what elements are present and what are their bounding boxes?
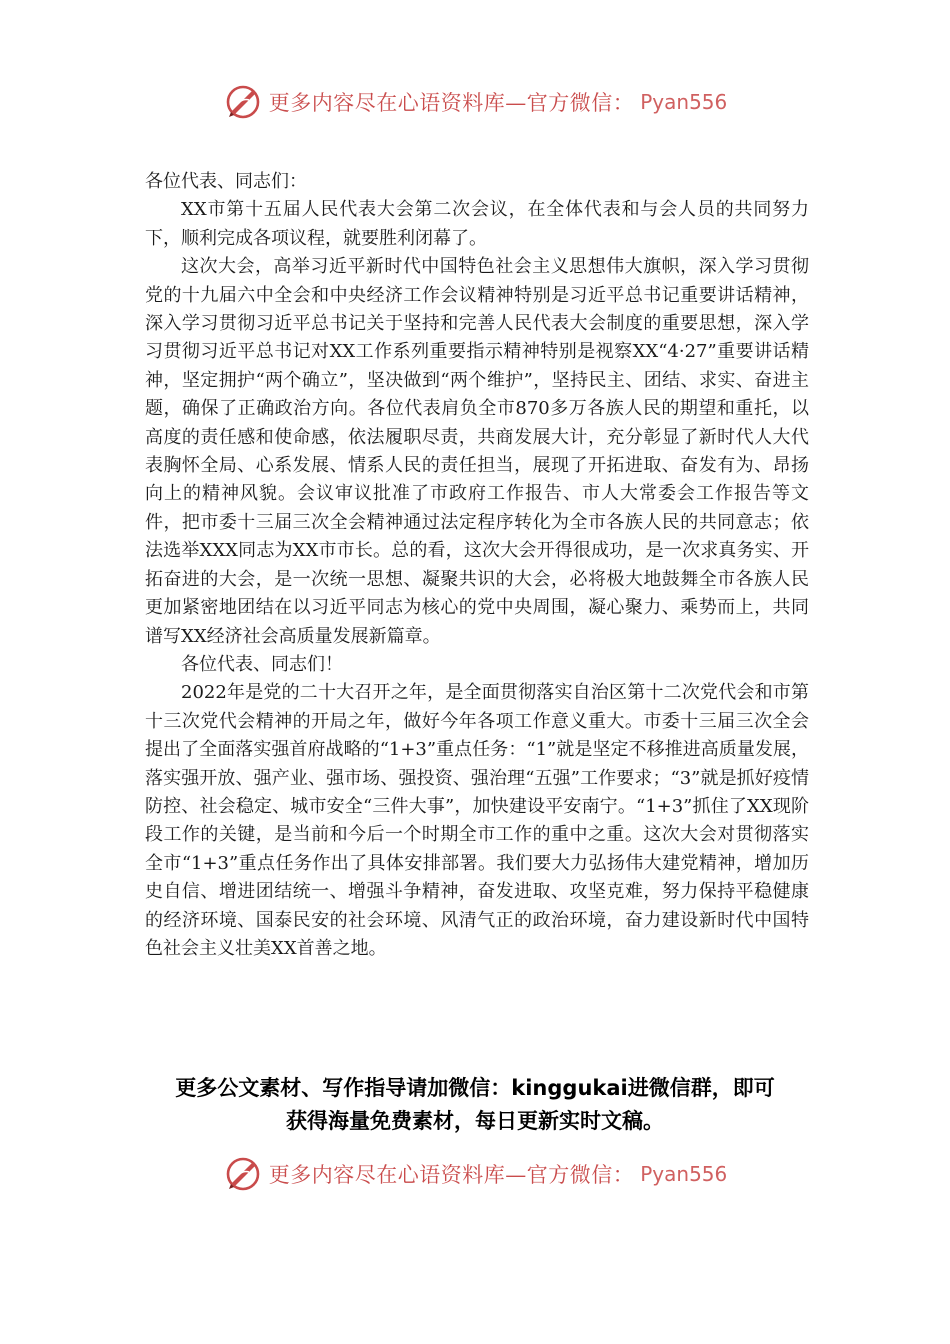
- header-banner: [0, 80, 950, 124]
- header-banner-handle: Pyan556: [640, 90, 728, 114]
- document-body: [145, 168, 809, 963]
- footer-banner-handle: Pyan556: [640, 1162, 728, 1186]
- greeting: 各位代表、同志们：: [145, 171, 307, 192]
- footer-promo-note: [120, 1072, 830, 1138]
- pen-logo-icon: [223, 1154, 263, 1194]
- paragraph-1: XX市第十五届人民代表大会第二次会议，在全体代表和与会人员的共同努力下，顺利完成各项议程，就要胜利闭幕了。: [145, 199, 809, 249]
- paragraph-2: 这次大会，高举习近平新时代中国特色社会主义思想伟大旗帜，深入学习贯彻党的十九届六中全会和中央经济工作会议精神特别是习近平总书记重要讲话精神，深入学习贯彻习近平总书记关于坚持和完善人民代表大会制度的重要思想，深入学习贯彻习近平总书记对XX工作系列重要指示精神特别是视察XX“4·27”重要讲话精神，坚定拥护“两个确立”，坚决做到“两个维护”，坚持民主、团结、求实、奋进主题，确保了正确政治方向。各位代表肩负全市870多万各族人民的期望和重托，以高度的责任感和使命感，依法履职尽责，共商发展大计，充分彰显了新时代人大代表胸怀全局、心系发展、情系人民的责任担当，展现了开拓进取、奋发有为、昂扬向上的精神风貌。会议审议批准了市政府工作报告、市人大常委会工作报告等文件，把市委十三届三次全会精神通过法定程序转化为全市各族人民的共同意志；依法选举XXX同志为XX市市长。总的看，这次大会开得很成功，是一次求真务实、开拓奋进的大会，是一次统一思想、凝聚共识的大会，必将极大地鼓舞全市各族人民更加紧密地团结在以习近平同志为核心的党中央周围，凝心聚力、乘势而上，共同谱写XX经济社会高质量发展新篇章。: [145, 256, 809, 647]
- footer-banner-text: 更多内容尽在心语资料库—官方微信：: [268, 1163, 635, 1187]
- paragraph-3: 各位代表、同志们！: [181, 653, 343, 675]
- paragraph-4: 2022年是党的二十大召开之年，是全面贯彻落实自治区第十二次党代会和市第十三次党代会精神的开局之年，做好今年各项工作意义重大。市委十三届三次全会提出了全面落实强首府战略的“1+3”重点任务：“1”就是坚定不移推进高质量发展，落实强开放、强产业、强市场、强投资、强治理“五强”工作要求；“3”就是抓好疫情防控、社会稳定、城市安全“三件大事”，加快建设平安南宁。“1+3”抓住了XX现阶段工作的关键，是当前和今后一个时期全市工作的重中之重。这次大会对贯彻落实全市“1+3”重点任务作出了具体安排部署。我们要大力弘扬伟大建党精神，增加历史自信、增进团结统一、增强斗争精神，奋发进取、攻坚克难，努力保持平稳健康的经济环境、国泰民安的社会环境、风清气正的政治环境，奋力建设新时代中国特色社会主义壮美XX首善之地。: [145, 682, 809, 959]
- header-banner-text: 更多内容尽在心语资料库—官方微信：: [268, 91, 635, 115]
- pen-logo-icon: [223, 82, 263, 122]
- footer-promo-line-2: 获得海量免费素材，每日更新实时文稿。: [286, 1109, 664, 1133]
- footer-promo-line-1: 更多公文素材、写作指导请加微信：kinggukai进微信群，即可: [175, 1076, 775, 1100]
- footer-banner: [0, 1152, 950, 1196]
